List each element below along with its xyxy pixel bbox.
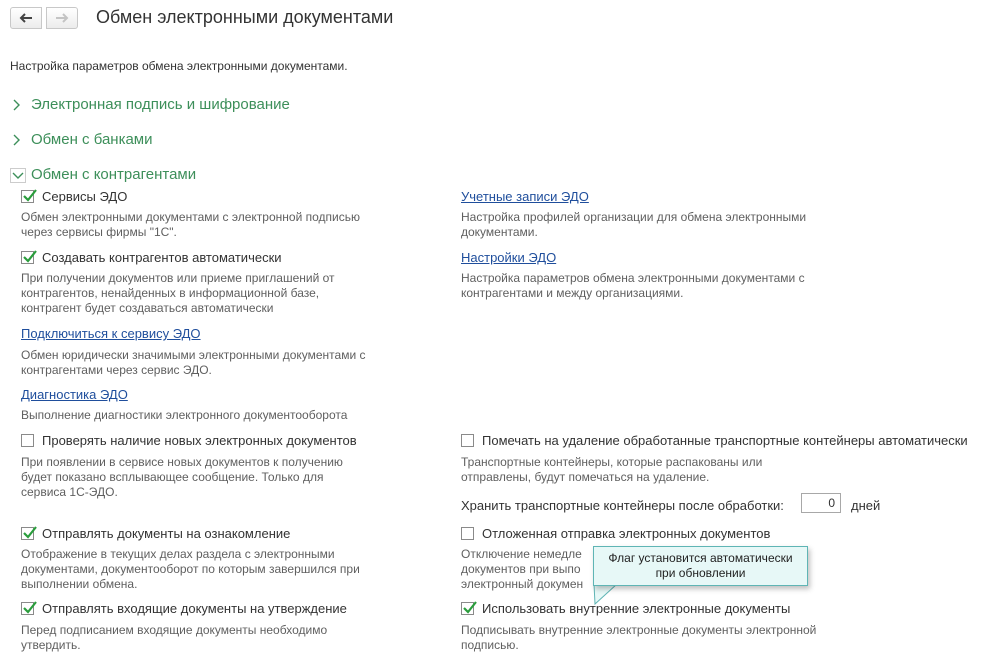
chevron-right-icon xyxy=(10,99,22,111)
section-label: Электронная подпись и шифрование xyxy=(31,96,290,113)
check-new-desc: При появлении в сервисе новых документов к получению будет показано всплывающее сообщение. Только для сервиса 1С-ЭДО. xyxy=(21,455,343,499)
accounts-edo-link[interactable]: Учетные записи ЭДО xyxy=(461,189,589,204)
delayed-send-checkbox[interactable] xyxy=(461,527,474,540)
connect-edo-desc: Обмен юридически значимыми электронными документами с контрагентами через сервис ЭДО. xyxy=(21,348,366,377)
keep-containers-label: Хранить транспортные контейнеры после обработки: xyxy=(461,498,784,513)
page-subtitle: Настройка параметров обмена электронными документами. xyxy=(10,59,348,73)
send-incoming-desc: Перед подписанием входящие документы необходимо утвердить. xyxy=(21,623,328,652)
tooltip: Флаг установится автоматически при обновлении xyxy=(593,546,808,586)
send-review-desc: Отображение в текущих делах раздела с электронными документами, документооборот по которым завершился при выполнении обмена. xyxy=(21,547,360,591)
checkmark-icon xyxy=(22,600,38,616)
page-title: Обмен электронными документами xyxy=(96,7,394,27)
arrow-right-icon xyxy=(55,13,69,23)
checkmark-icon xyxy=(22,249,38,265)
mark-delete-desc: Транспортные контейнеры, которые распакованы или отправлены, будут помечаться на удаление. xyxy=(461,455,763,484)
auto-create-label: Создавать контрагентов автоматически xyxy=(42,250,282,265)
tooltip-pointer xyxy=(593,584,623,606)
internal-docs-label: Использовать внутренние электронные документы xyxy=(482,601,791,616)
diagnostics-desc: Выполнение диагностики электронного документооборота xyxy=(21,408,348,422)
checkmark-icon xyxy=(22,525,38,541)
services-desc: Обмен электронными документами с электронной подписью через сервисы фирмы "1С". xyxy=(21,210,360,239)
arrow-left-icon xyxy=(19,13,33,23)
send-review-checkbox[interactable] xyxy=(21,527,34,540)
auto-create-checkbox[interactable] xyxy=(21,251,34,264)
check-new-checkbox[interactable] xyxy=(21,434,34,447)
services-label: Сервисы ЭДО xyxy=(42,189,128,204)
connect-edo-link[interactable]: Подключиться к сервису ЭДО xyxy=(21,326,201,341)
checkmark-icon xyxy=(22,188,38,204)
mark-delete-checkbox[interactable] xyxy=(461,434,474,447)
keep-days-input[interactable]: 0 xyxy=(801,493,841,513)
section-banks[interactable] xyxy=(10,131,210,151)
diagnostics-link[interactable]: Диагностика ЭДО xyxy=(21,387,128,402)
send-review-label: Отправлять документы на ознакомление xyxy=(42,526,291,541)
section-label: Обмен с банками xyxy=(31,131,153,148)
mark-delete-label: Помечать на удаление обработанные транспортные контейнеры автоматически xyxy=(482,433,968,448)
check-new-label: Проверять наличие новых электронных документов xyxy=(42,433,357,448)
services-checkbox[interactable] xyxy=(21,190,34,203)
chevron-right-icon xyxy=(10,134,22,146)
section-counterparties[interactable] xyxy=(10,166,230,186)
delayed-send-desc: Отключение немедле документов при выпо электронный докумен xyxy=(461,547,584,591)
send-incoming-label: Отправлять входящие документы на утверждение xyxy=(42,601,347,616)
settings-edo-desc: Настройка параметров обмена электронными документами с контрагентами и между организациями. xyxy=(461,271,805,300)
forward-button[interactable] xyxy=(46,7,78,29)
auto-create-desc: При получении документов или приеме приглашений от контрагентов, ненайденных в информационной базе, контрагент будет создаваться автоматически xyxy=(21,271,335,315)
checkmark-icon xyxy=(462,600,478,616)
send-incoming-checkbox[interactable] xyxy=(21,602,34,615)
back-button[interactable] xyxy=(10,7,42,29)
section-label: Обмен с контрагентами xyxy=(31,166,197,183)
delayed-send-label: Отложенная отправка электронных документов xyxy=(482,526,771,541)
section-signature[interactable] xyxy=(10,96,330,116)
settings-edo-link[interactable]: Настройки ЭДО xyxy=(461,250,557,265)
keep-days-unit: дней xyxy=(851,498,881,513)
accounts-edo-desc: Настройка профилей организации для обмена электронными документами. xyxy=(461,210,807,239)
internal-docs-checkbox[interactable] xyxy=(461,602,474,615)
chevron-down-icon xyxy=(10,168,26,183)
internal-docs-desc: Подписывать внутренние электронные документы электронной подписью. xyxy=(461,623,817,652)
